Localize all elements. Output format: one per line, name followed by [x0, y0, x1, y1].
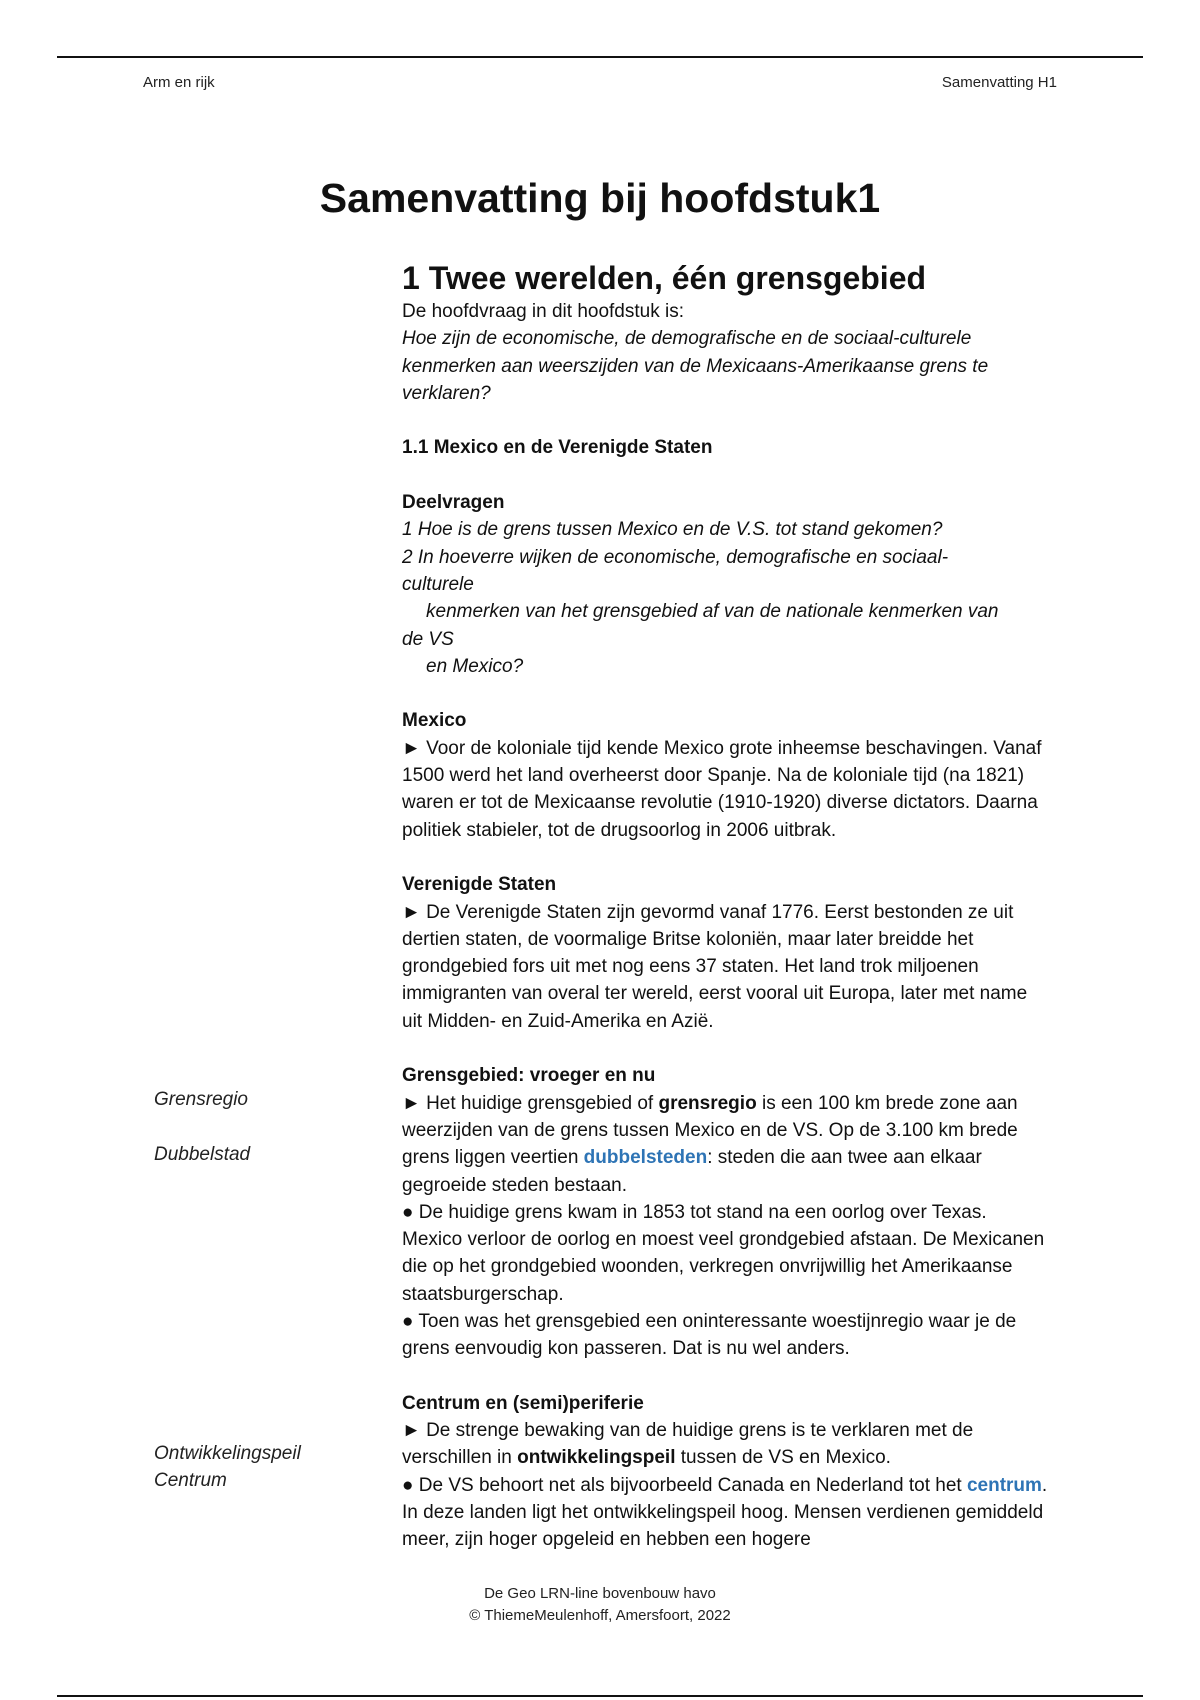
grensgebied-paragraph-2: ● De huidige grens kwam in 1853 tot stand na een oorlog over Texas. Mexico verloor de oorlog en moest veel grondgebied afstaan. De Mexicanen die op het grondgebied woonden, verkregen onvrijwillig het Amerikaanse staatsburgerschap.: [402, 1201, 1045, 1305]
deelvraag-2-line-2: culturele: [402, 573, 474, 595]
margin-term-dubbelstad: Dubbelstad: [154, 1144, 251, 1165]
keyword-ontwikkelingspeil: ontwikkelingspeil: [517, 1447, 676, 1469]
grensgebied-heading: Grensgebied: vroeger en nu: [402, 1065, 656, 1087]
footer: [0, 1583, 1200, 1627]
deelvraag-2-line-3: kenmerken van het grensgebied af van de nationale kenmerken van: [426, 601, 999, 623]
text-run: is een 100 km brede zone aan weerzijden van de grens tussen Mexico en de VS. Op de 3.100 km brede grens liggen veertien: [402, 1092, 1018, 1169]
vs-heading: Verenigde Staten: [402, 874, 557, 896]
deelvraag-2-line-1: 2 In hoeverre wijken de economische, demografische en sociaal-: [402, 546, 949, 568]
text-run: tussen de VS en Mexico.: [675, 1447, 891, 1469]
header-left: Arm en rijk: [143, 74, 215, 91]
chapter-intro: De hoofdvraag in dit hoofdstuk is:: [402, 301, 685, 322]
text-run: ► De strenge bewaking van de huidige grens is te verklaren met de verschillen in: [402, 1420, 974, 1469]
vs-text: ► De Verenigde Staten zijn gevormd vanaf 1776. Eerst bestonden ze uit dertien staten, de voormalige Britse koloniën, maar later breidde het grondgebied fors uit met nog eens 37 staten. Het land trok miljoenen immigranten van overal ter wereld, eerst vooral uit Europa, later met name uit Midden- en Zuid-Amerika en Azië.: [402, 901, 1028, 1032]
keyword-grensregio: grensregio: [658, 1092, 757, 1114]
mexico-text: ► Voor de koloniale tijd kende Mexico grote inheemse beschavingen. Vanaf 1500 werd het land overheerst door Spanje. Na de koloniale tijd (na 1821) waren er tot de Mexicaanse revolutie (1910-1920) diverse dictators. Daarna politiek stabieler, tot de drugsoorlog in 2006 uitbrak.: [402, 737, 1042, 841]
deelvraag-2-line-4: de VS: [402, 628, 454, 650]
document-title: Samenvatting bij hoofdstuk1: [319, 175, 881, 221]
text-run: ● De VS behoort net als bijvoorbeeld Canada en Nederland tot het: [402, 1474, 967, 1496]
section-heading: 1.1 Mexico en de Verenigde Staten: [402, 437, 713, 459]
grensgebied-paragraph-3: ● Toen was het grensgebied een oninteressante woestijnregio waar je de grens eenvoudig kon passeren. Dat is nu wel anders.: [402, 1310, 1017, 1360]
grensgebied-paragraph-1: [402, 1090, 1052, 1199]
deelvraag-1: 1 Hoe is de grens tussen Mexico en de V.S. tot stand gekomen?: [402, 519, 943, 541]
centrum-paragraph-1: [402, 1417, 1052, 1472]
mexico-heading: Mexico: [402, 710, 467, 732]
link-dubbelsteden[interactable]: dubbelsteden: [583, 1147, 708, 1169]
deelvragen-heading: Deelvragen: [402, 492, 505, 514]
text-run: . In deze landen ligt het ontwikkelingspeil hoog. Mensen verdienen gemiddeld meer, zijn hoger opgeleid en hebben een hogere: [402, 1474, 1048, 1551]
deelvraag-2-line-5: en Mexico?: [426, 655, 524, 677]
main-content: [402, 258, 1052, 1554]
main-question: Hoe zijn de economische, de demografische en de sociaal-culturele kenmerken aan weerszijden van de Mexicaans-Amerikaanse grens te verklaren?: [402, 328, 989, 404]
centrum-heading: Centrum en (semi)periferie: [402, 1392, 644, 1414]
text-run: ► Het huidige grensgebied of: [402, 1092, 659, 1114]
header-rule: [57, 56, 1143, 58]
chapter-heading: 1 Twee werelden, één grensgebied: [402, 260, 927, 296]
footer-line-2: © ThiemeMeulenhoff, Amersfoort, 2022: [469, 1607, 731, 1624]
link-centrum[interactable]: centrum: [966, 1474, 1042, 1496]
margin-term-ontwikkelingspeil: Ontwikkelingspeil: [154, 1443, 301, 1464]
margin-term-centrum: Centrum: [154, 1470, 227, 1491]
footer-rule: [57, 1695, 1143, 1697]
margin-term-grensregio: Grensregio: [154, 1089, 248, 1110]
footer-line-1: De Geo LRN-line bovenbouw havo: [484, 1585, 716, 1602]
header-right: Samenvatting H1: [941, 74, 1057, 91]
centrum-paragraph-2: [402, 1472, 1052, 1554]
text-run: : steden die aan twee aan elkaar gegroeide steden bestaan.: [402, 1147, 982, 1196]
